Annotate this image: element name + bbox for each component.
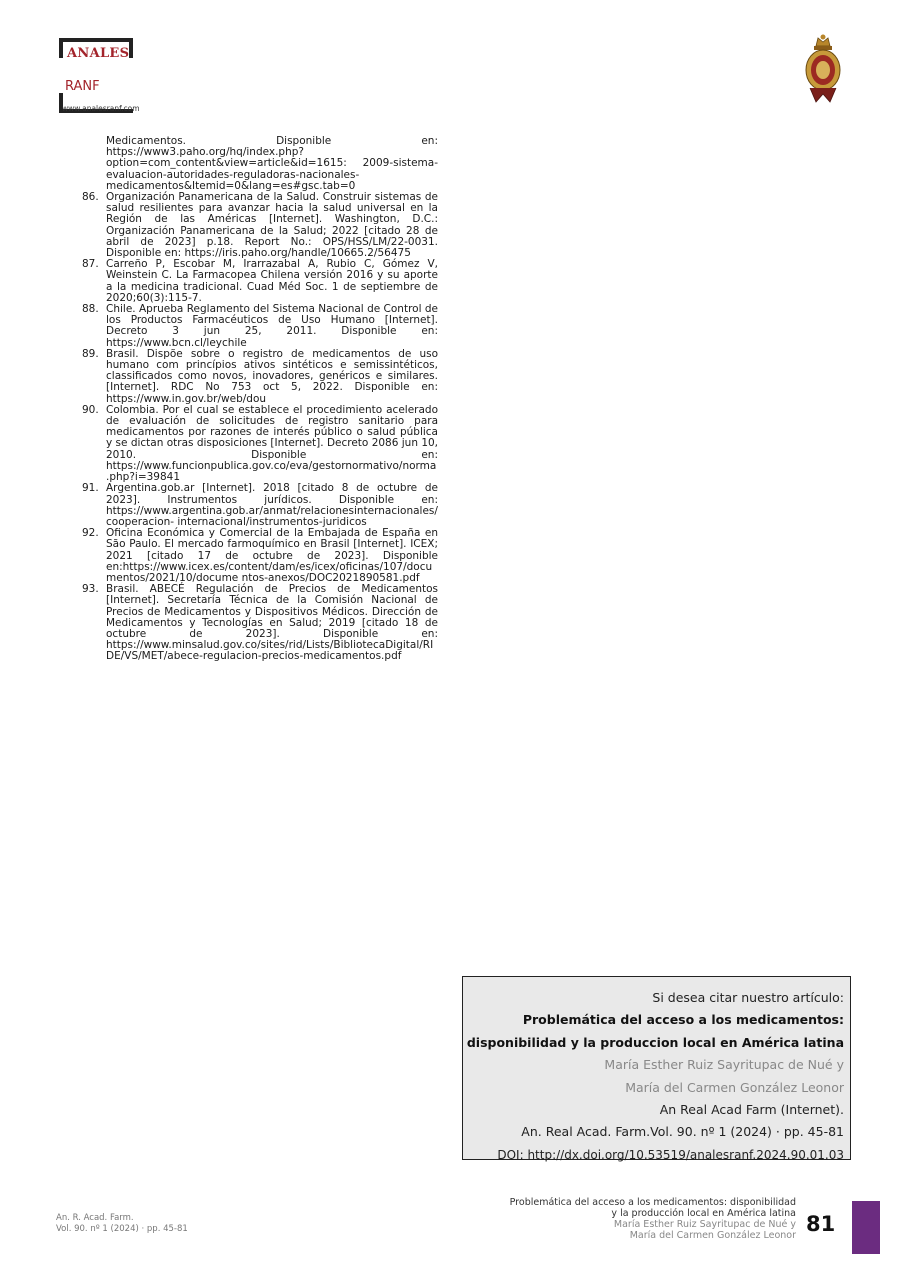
footer-title-line1: Problemática del acceso a los medicamentos: disponibilidad	[509, 1197, 796, 1208]
citation-volume: An. Real Acad. Farm.Vol. 90. nº 1 (2024) · pp. 45-81	[521, 1124, 844, 1140]
citation-box	[462, 976, 851, 1160]
reference-item: 86. Organización Panamericana de la Salud. Construir sistemas de salud resilientes para avanzar hacia la salud universal en la Región de las Américas [Internet]. Washington, D.C.: Organización Panamericana de la Salud; 2022 [citado 28 de abril de 2023] p.18. Report No.: OPS/HSS/LM/22-0031. Disponible en: https://iris.paho.org/handle/10665.2/56475	[82, 191, 438, 260]
footer-author-line1: María Esther Ruiz Sayritupac de Nué y	[613, 1219, 796, 1230]
logo-anales-text: ANALES	[67, 46, 130, 61]
logo-ranf-text: RANF	[65, 79, 100, 94]
citation-author1: María Esther Ruiz Sayritupac de Nué y	[604, 1057, 844, 1073]
citation-doi-link[interactable]: DOI: http://dx.doi.org/10.53519/analesranf.2024.90.01.03	[497, 1147, 844, 1162]
footer-journal-name: An. R. Acad. Farm.	[56, 1213, 134, 1223]
footer-author-line2: María del Carmen González Leonor	[629, 1230, 796, 1241]
footer-volume: Vol. 90. nº 1 (2024) · pp. 45-81	[56, 1224, 188, 1234]
academy-crest-icon	[802, 32, 844, 104]
citation-title-line2: disponibilidad y la produccion local en América latina	[466, 1034, 844, 1050]
accent-bar	[852, 1201, 880, 1254]
reference-item: 93. Brasil. ABECÉ Regulación de Precios de Medicamentos [Internet]. Secretaría Técnica de la Comisión Nacional de Precios de Medicamentos y Dispositivos Médicos. Dirección de Medicamentos y Tecnologías en Salud; 2019 [citado 18 de octubre de 2023]. Disponible en: https://www.minsalud.gov.co/sites/rid/Lists/BibliotecaDigital/RIDE/VS/MET/abece-regulacion-precios-medicamentos.pdf	[82, 583, 438, 663]
citation-title-line1: Problemática del acceso a los medicamentos:	[522, 1012, 844, 1028]
reference-list	[56, 136, 438, 663]
footer-title-line2: y la producción local en América latina	[611, 1208, 796, 1219]
reference-item: 87. Carreño P, Escobar M, Irarrazabal A, Rubio C, Gómez V, Weinstein C. La Farmacopea Chilena versión 2016 y su aporte a la medicina tradicional. Cuad Méd Soc. 1 de septiembre de 2020;60(3):115-7.	[82, 258, 438, 304]
citation-journal: An Real Acad Farm (Internet).	[659, 1102, 844, 1118]
reference-item: 89. Brasil. Dispõe sobre o registro de medicamentos de uso humano com princípios ativos sintéticos e semissintéticos, classificados como novos, inovadores, genéricos e similares. [Internet]. RDC No 753 oct 5, 2022. Disponible en: https://www.in.gov.br/web/dou	[82, 347, 438, 405]
reference-item: 90. Colombia. Por el cual se establece el procedimiento acelerado de evaluación de solicitudes de registro sanitario para medicamentos por razones de interés público o salud pública y se dictan otras disposiciones [Internet]. Decreto 2086 jun 10, 2010. Disponible en: https://www.funcionpublica.gov.co/eva/gestornormativo/norma.php?i=39841	[82, 403, 439, 484]
footer-journal-info	[56, 1213, 188, 1235]
logo-url: www.analesranf.com	[62, 104, 140, 113]
footer-article-info	[440, 1197, 796, 1241]
page-number: 81	[806, 1212, 836, 1236]
reference-item: 92. Oficina Económica y Comercial de la Embajada de España en São Paulo. El mercado farmoquímico en Brasil [Internet]. ICEX; 2021 [citado 17 de octubre de 2023]. Disponible en:https://www.icex.es/content/dam/es/icex/oficinas/107/documentos/2021/10/docume ntos-anexos/DOC2021890581.pdf	[82, 527, 438, 584]
reference-item: 91. Argentina.gob.ar [Internet]. 2018 [citado 8 de octubre de 2023]. Instrumentos jurídicos. Disponible en: https://www.argentina.gob.ar/anmat/relacionesinternacionales/cooperacion- internacional/instrumentos-juridicos	[82, 482, 438, 528]
citation-author2: María del Carmen González Leonor	[625, 1079, 844, 1095]
reference-item: 88. Chile. Aprueba Reglamento del Sistema Nacional de Control de los Productos Farmacéuticos de Uso Humano [Internet]. Decreto 3 jun 25, 2011. Disponible en: https://www.bcn.cl/leychile	[82, 303, 438, 349]
reference-item: Medicamentos. Disponible en: https://www3.paho.org/hq/index.php?option=com_content&view=article&id=1615: 2009-sistema-evaluacion-autoridades-reguladoras-nacionales-medicamentos&Itemid=0&lang=es#gsc.tab=0	[106, 135, 438, 192]
citation-intro: Si desea citar nuestro artículo:	[652, 990, 844, 1005]
journal-logo	[56, 38, 196, 118]
